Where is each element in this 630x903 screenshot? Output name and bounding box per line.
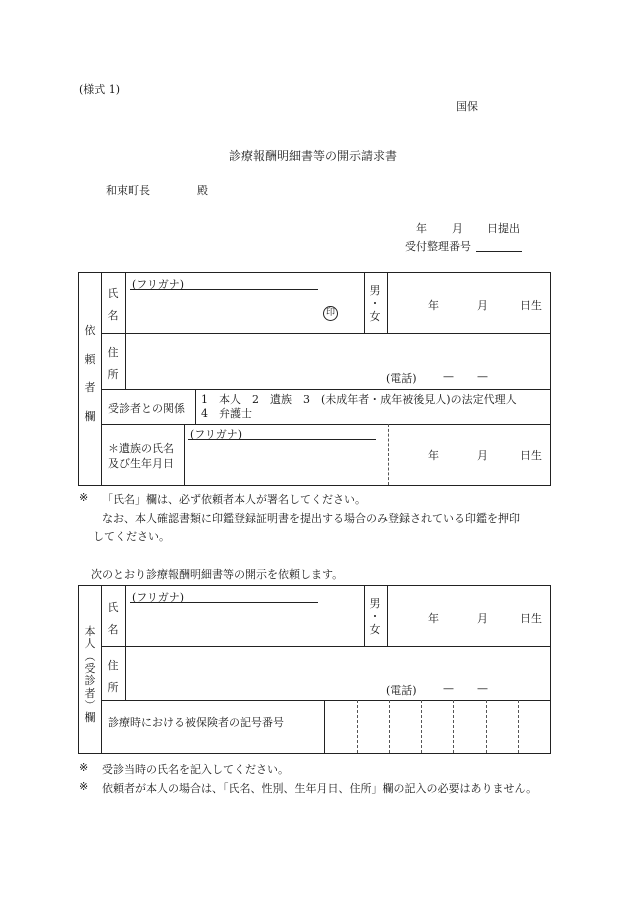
requester-phone-dash-1: —	[443, 370, 454, 383]
page-title: 診療報酬明細書等の開示請求書	[229, 149, 398, 163]
bereaved-birth-year: 年	[428, 449, 439, 462]
note-self-request: 依頼者が本人の場合は、「氏名、性別、生年月日、住所」欄の記入の必要はありません。	[102, 782, 538, 795]
insurance-number-label: 診療時における被保険者の記号番号	[108, 716, 284, 729]
bereaved-label-1: ＊遺族の氏名	[108, 442, 174, 455]
patient-address-label: 住 所	[107, 659, 119, 694]
patient-furigana-label: (フリガナ)	[132, 591, 185, 604]
bereaved-birth-month: 月	[477, 449, 488, 462]
form-number: (様式 1)	[79, 83, 121, 96]
bereaved-furigana-field[interactable]	[188, 439, 376, 440]
note-patient-name: 受診当時の氏名を記入してください。	[102, 763, 289, 776]
patient-name-label: 氏 名	[107, 601, 119, 636]
bereaved-label-2: 及び生年月日	[108, 457, 174, 470]
note-signature: 「氏名」欄は、必ず依頼者本人が署名してください。	[102, 493, 366, 506]
patient-birth-month: 月	[477, 612, 488, 625]
requester-name-label: 氏 名	[107, 287, 119, 322]
requester-furigana-field[interactable]	[130, 289, 318, 290]
requester-address-label: 住 所	[107, 346, 119, 381]
patient-phone-dash-2: —	[477, 682, 488, 695]
requester-phone-dash-2: —	[477, 370, 488, 383]
patient-furigana-field[interactable]	[130, 602, 318, 603]
request-sentence: 次のとおり診療報酬明細書等の開示を依頼します。	[91, 568, 344, 581]
submit-year-label: 年	[416, 222, 427, 235]
requester-birth-month: 月	[477, 299, 488, 312]
bereaved-birth-day: 日生	[520, 449, 542, 462]
addressee: 和束町長	[106, 184, 150, 197]
relation-options-line-1[interactable]: 1 本人 2 遺族 3 (未成年者・成年被後見人)の法定代理人	[201, 393, 517, 406]
patient-phone-label: (電話)	[386, 684, 417, 697]
category-label: 国保	[456, 100, 478, 113]
note-mark: ※	[79, 491, 89, 504]
insurance-number-field[interactable]	[325, 701, 549, 752]
submit-day-label: 日提出	[487, 222, 520, 235]
patient-birth-year: 年	[428, 612, 439, 625]
note-mark-3: ※	[79, 780, 89, 793]
honorific: 殿	[197, 184, 208, 197]
submit-month-label: 月	[452, 222, 463, 235]
requester-birth-day: 日生	[520, 299, 542, 312]
patient-gender-selector[interactable]: 男 ・ 女	[369, 597, 381, 637]
requester-gender-selector[interactable]: 男 ・ 女	[369, 284, 381, 324]
patient-phone-dash-1: —	[443, 682, 454, 695]
requester-birth-year: 年	[428, 299, 439, 312]
bereaved-furigana-label: (フリガナ)	[190, 428, 243, 441]
patient-section-label: 本 人 ︵ 受 診 者 ︶ 欄	[84, 625, 96, 725]
requester-section-label: 依 頼 者 欄	[84, 324, 96, 423]
receipt-number-label: 受付整理番号	[405, 240, 471, 253]
relation-label: 受診者との関係	[108, 402, 185, 415]
relation-options-line-2[interactable]: 4 弁護士	[201, 407, 252, 420]
requester-phone-label: (電話)	[386, 372, 417, 385]
seal-icon: 印	[323, 306, 338, 321]
note-seal-line-2: してください。	[93, 530, 170, 543]
receipt-number-field[interactable]	[476, 251, 522, 252]
note-mark-2: ※	[79, 761, 89, 774]
note-seal-line-1: なお、本人確認書類に印鑑登録証明書を提出する場合のみ登録されている印鑑を押印	[102, 512, 520, 525]
requester-furigana-label: (フリガナ)	[132, 278, 185, 291]
patient-birth-day: 日生	[520, 612, 542, 625]
